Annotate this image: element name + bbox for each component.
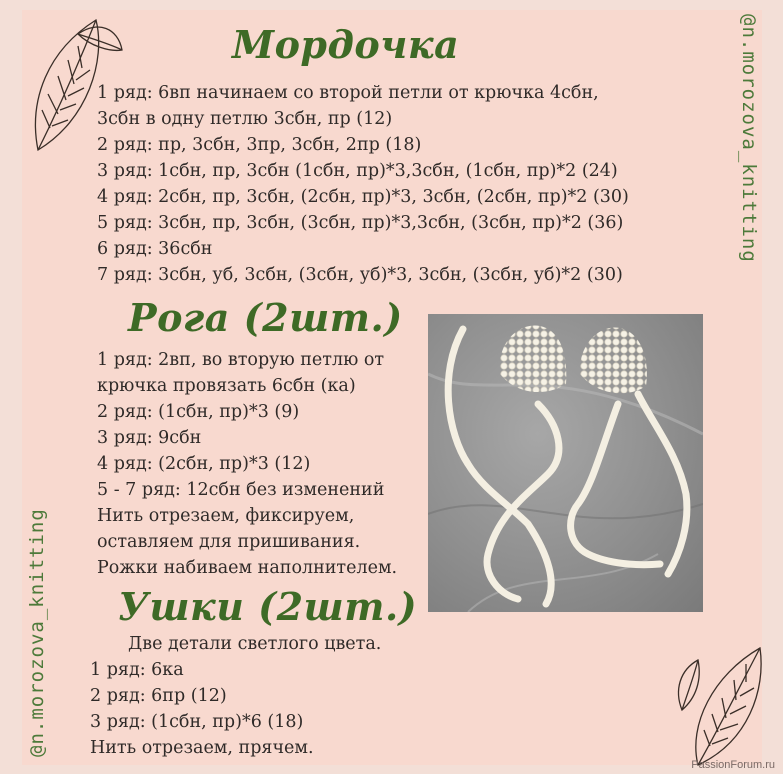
instruction-line: 3 ряд: 9сбн — [97, 428, 202, 448]
site-footer: PassionForum.ru — [691, 759, 775, 771]
watermark-left: @n.morozova_knitting — [26, 508, 48, 757]
muzzle-instructions — [97, 80, 629, 288]
instruction-line: 1 ряд: 6вп начинаем со второй петли от крючка 4сбн, — [97, 83, 599, 103]
instruction-line: 6 ряд: 36сбн — [97, 239, 213, 259]
instruction-line: Нить отрезаем, прячем. — [90, 738, 314, 758]
instruction-line: Нить отрезаем, фиксируем, — [97, 506, 355, 526]
instruction-line: оставляем для пришивания. — [97, 532, 361, 552]
horns-instructions — [97, 347, 397, 581]
ears-instructions — [90, 631, 381, 761]
instruction-line: 7 ряд: 3сбн, уб, 3сбн, (3сбн, уб)*3, 3сбн, (3сбн, уб)*2 (30) — [97, 265, 623, 285]
instruction-line: 5 - 7 ряд: 12сбн без изменений — [97, 480, 385, 500]
instruction-line: 3сбн в одну петлю 3сбн, пр (12) — [97, 109, 393, 129]
instruction-line: 3 ряд: (1сбн, пр)*6 (18) — [90, 712, 304, 732]
section-title-ears: Ушки (2шт.) — [118, 584, 418, 629]
instruction-line: 3 ряд: 1сбн, пр, 3сбн (1сбн, пр)*3,3сбн, (1сбн, пр)*2 (24) — [97, 161, 618, 181]
instruction-line: крючка провязать 6сбн (ка) — [97, 376, 356, 396]
instruction-line: 5 ряд: 3сбн, пр, 3сбн, (3сбн, пр)*3,3сбн, (3сбн, пр)*2 (36) — [97, 213, 624, 233]
section-title-horns: Рога (2шт.) — [128, 295, 403, 340]
instruction-line: Две детали светлого цвета. — [128, 634, 382, 654]
leaf-bottom-right-icon — [668, 630, 778, 770]
instruction-line: 4 ряд: 2сбн, пр, 3сбн, (2сбн, пр)*3, 3сбн, (2сбн, пр)*2 (30) — [97, 187, 629, 207]
instruction-line: 2 ряд: (1сбн, пр)*3 (9) — [97, 402, 300, 422]
instruction-line: 2 ряд: 6пр (12) — [90, 686, 227, 706]
instruction-line: 4 ряд: (2сбн, пр)*3 (12) — [97, 454, 311, 474]
section-title-muzzle: Мордочка — [232, 22, 460, 67]
watermark-right: @n.morozova_knitting — [738, 14, 760, 263]
instruction-line: 2 ряд: пр, 3сбн, 3пр, 3сбн, 2пр (18) — [97, 135, 422, 155]
instruction-line: Рожки набиваем наполнителем. — [97, 558, 398, 578]
instruction-line: 1 ряд: 6ка — [90, 660, 184, 680]
instruction-line: 1 ряд: 2вп, во вторую петлю от — [97, 350, 385, 370]
horns-photo — [428, 314, 703, 612]
